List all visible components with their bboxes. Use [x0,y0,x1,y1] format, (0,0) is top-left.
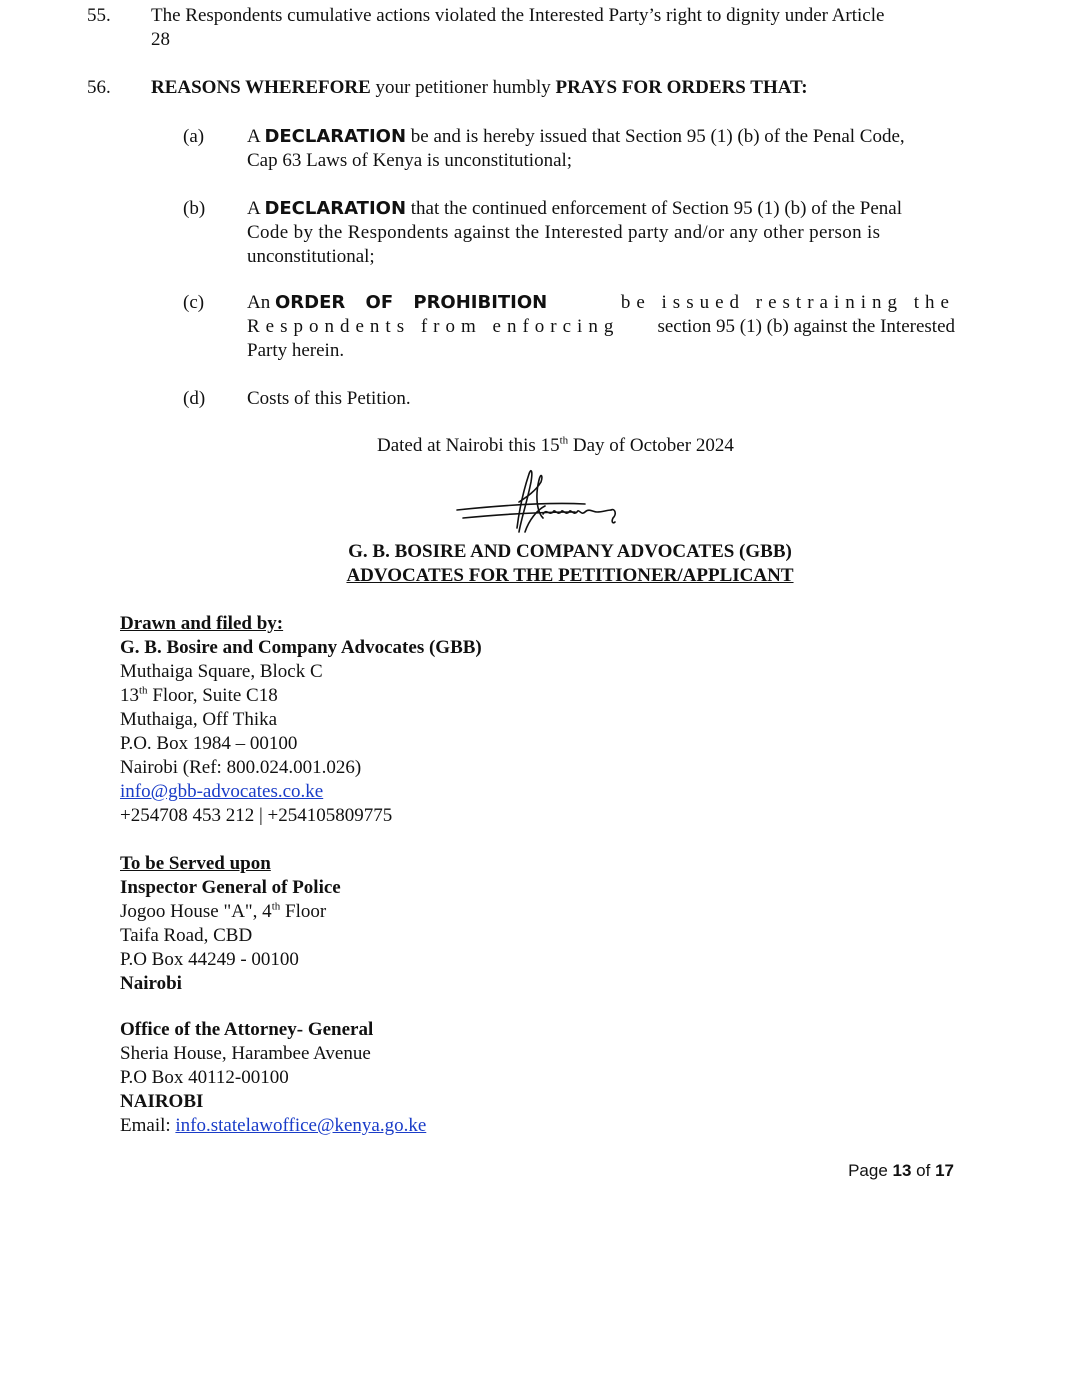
address-post: Floor, Suite C18 [147,685,278,706]
dated-pre: Dated at Nairobi this 15 [377,435,560,456]
address-line [120,900,820,924]
prayer-line: Party herein. [247,340,345,361]
served-name: Inspector General of Police [120,877,341,898]
email-label: Email: [120,1115,176,1136]
page-word: Page [848,1161,893,1180]
address-line: P.O Box 40112-00100 [120,1067,289,1088]
dated-post: Day of October 2024 [568,435,734,456]
email-link[interactable]: info@gbb-advocates.co.ke [120,781,324,802]
prayer-rest: that the continued enforcement of Section 95 (1) (b) of the Penal [406,198,902,219]
firm-role: ADVOCATES FOR THE PETITIONER/APPLICANT [346,565,794,586]
paragraph-number: 55. [87,5,111,26]
email-link[interactable]: info.statelawoffice@kenya.go.ke [175,1115,427,1136]
address-line: Sheria House, Harambee Avenue [120,1043,371,1064]
address-line: Nairobi (Ref: 800.024.001.026) [120,757,362,778]
address-line: Muthaiga Square, Block C [120,661,323,682]
address-line [120,684,820,708]
served-block [120,852,820,996]
prayer-pre: A [247,126,265,147]
address-post: Floor [280,901,327,922]
paragraph-55-text [151,4,955,52]
phone-line: +254708 453 212 | +254105809775 [120,805,393,826]
address-line: P.O Box 44249 - 00100 [120,949,299,970]
address-line: Muthaiga, Off Thika [120,709,278,730]
prayer-pre: A [247,198,265,219]
ag-city: NAIROBI [120,1091,204,1112]
page-number [848,1159,954,1183]
dated-line [377,434,734,458]
email-row [120,1114,820,1138]
paragraph-55-line: 28 [151,29,170,50]
prayer-pre-bold [247,291,547,315]
email-row [120,780,820,804]
served-heading: To be Served upon [120,853,271,874]
prayer-label: (b) [183,198,206,219]
prayer-label: (a) [183,126,205,147]
prayer-line [247,197,955,221]
address-sup: th [139,684,148,697]
prayer-line: Code by the Respondents against the Interested party and/or any other person is [247,222,881,243]
prayer-rest: be issued restraining the [610,292,955,313]
served-city: Nairobi [120,973,182,994]
prayer-rest: section 95 (1) (b) against the Interested [652,316,955,337]
address-line: P.O. Box 1984 – 00100 [120,733,298,754]
address-pre: 13 [120,685,139,706]
prayer-bold: ORDER OF PROHIBITION [274,292,548,313]
prayer-pre: An [247,292,275,313]
prayer-rest: be and is hereby issued that Section 95 (1) (b) of the Penal Code, [406,126,905,147]
prayer-bold: DECLARATION [264,126,407,147]
prayer-label: (c) [183,292,205,313]
prayer-heading-text: your petitioner humbly [370,77,556,98]
drawn-firm-name: G. B. Bosire and Company Advocates (GBB) [120,637,482,658]
signature-image [455,462,625,537]
prayer-line [247,125,955,149]
paragraph-56-text [151,76,955,100]
attorney-general-block [120,1018,820,1138]
prayer-line [247,315,955,339]
prayer-label: (d) [183,388,206,409]
prayer-a [247,125,955,173]
drawn-heading: Drawn and filed by: [120,613,284,634]
prayer-heading-bold: PRAYS FOR ORDERS THAT: [555,77,808,98]
prayer-bold: DECLARATION [264,198,407,219]
prayer-d: Costs of this Petition. [247,388,411,409]
prayer-c [247,291,955,363]
prayer-line: Cap 63 Laws of Kenya is unconstitutional; [247,150,573,171]
firm-name: G. B. BOSIRE AND COMPANY ADVOCATES (GBB) [348,541,792,562]
drawn-and-filed-block [120,612,820,828]
ag-name: Office of the Attorney- General [120,1019,374,1040]
prayer-spaced: Respondents from enforcing [247,316,620,337]
paragraph-number: 56. [87,77,111,98]
prayer-line: unconstitutional; [247,246,375,267]
prayer-b [247,197,955,269]
page-current: 13 [892,1161,912,1180]
address-pre: Jogoo House "A", 4 [120,901,272,922]
prayer-line [247,291,955,315]
page-total: 17 [935,1161,954,1180]
address-sup: th [271,900,281,913]
address-line: Taifa Road, CBD [120,925,253,946]
prayer-heading-bold: REASONS WHEREFORE [151,77,371,98]
page-of: of [911,1161,936,1180]
paragraph-55-line: The Respondents cumulative actions violated the Interested Party’s right to dignity under Article [151,5,885,26]
dated-sup: th [559,434,569,447]
